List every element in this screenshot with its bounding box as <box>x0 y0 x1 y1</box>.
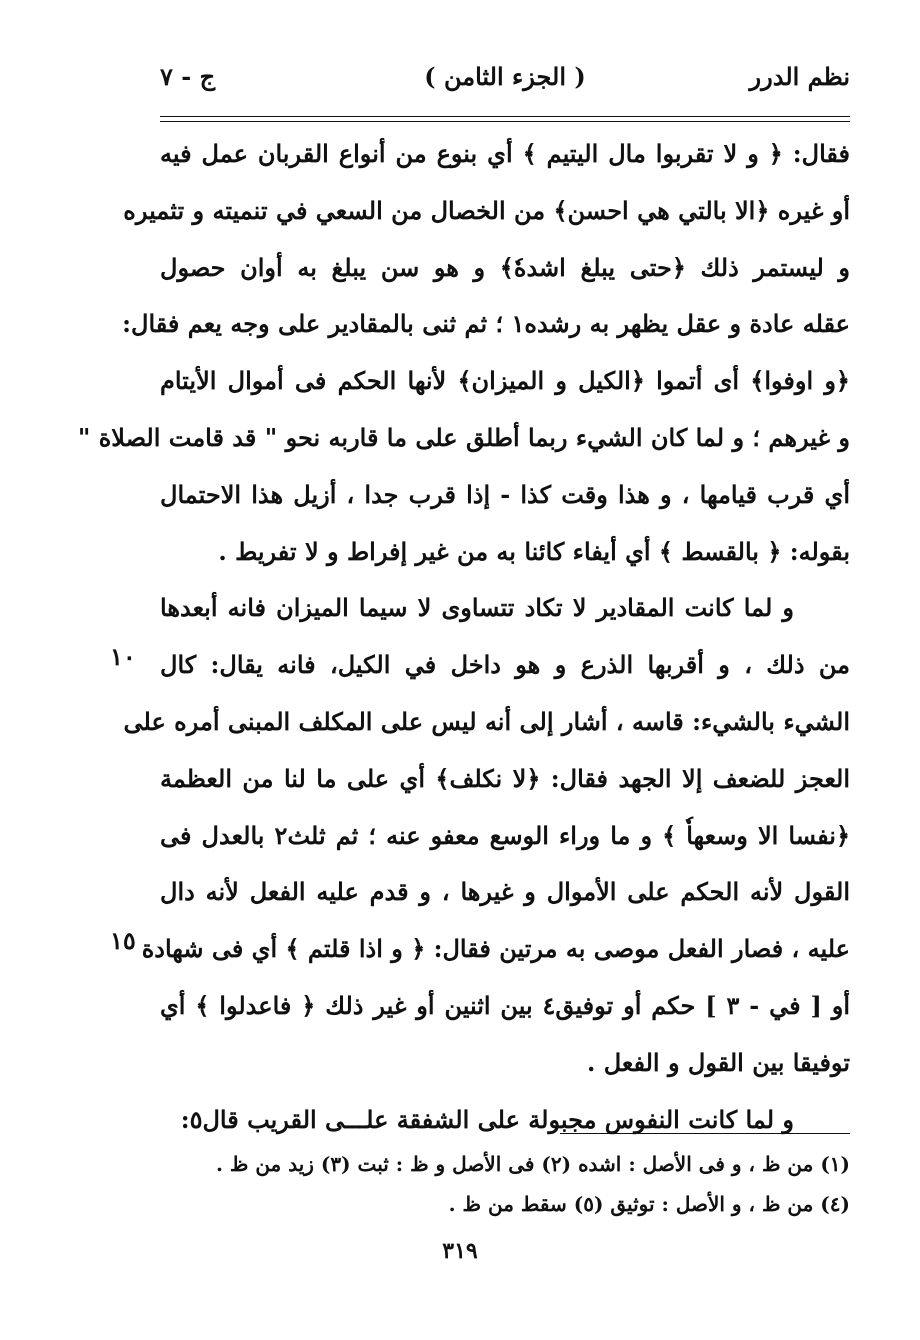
footnote-line: (٤) من ظ ، و الأصل : توثيق (٥) سقط من ظ . <box>448 1192 850 1216</box>
text-line: عليه ، فصار الفعل موصى به مرتين فقال: ﴿ و اذا قلتم ﴾ أي فى شهادة <box>141 934 850 964</box>
text-line: أو [ في - ٣ ] حكم أو توفيق٤ بين اثنين أو غير ذلك ﴿ فاعدلوا ﴾ أي <box>160 990 851 1020</box>
running-header <box>160 62 850 102</box>
text-line: من ذلك ، و أقربها الذرع و هو داخل في الكيل، فانه يقال: كال <box>160 650 850 680</box>
header-rule-top <box>160 116 850 117</box>
text-line: العجز للضعف إلا الجهد فقال: ﴿لا نكلف﴾ أي على ما لنا من العظمة <box>160 763 850 793</box>
header-rule-bottom <box>160 121 850 122</box>
text-line: عقله عادة و عقل يظهر به رشده١ ؛ ثم ثنى بالمقادير على وجه يعم فقال: <box>122 309 850 339</box>
text-line: أي قرب قيامها ، و هذا وقت كذا - إذا قرب جدا ، أزيل هذا الاحتمال <box>160 479 850 509</box>
text-line: ﴿و اوفوا﴾ أى أتموا ﴿الكيل و الميزان﴾ لأنها الحكم فى أموال الأيتام <box>160 366 850 396</box>
text-line: فقال: ﴿ و لا تقربوا مال اليتيم ﴾ أي بنوع من أنواع القربان عمل فيه <box>160 139 850 168</box>
chapter-reference: ج - ٧ <box>160 62 216 91</box>
line-number-10: ١٠ <box>110 642 136 671</box>
page-number: ٣١٩ <box>442 1238 478 1264</box>
text-line: توفيقا بين القول و الفعل . <box>587 1047 850 1077</box>
line-number-15: ١٥ <box>110 926 136 955</box>
footnotes <box>160 1144 850 1224</box>
footnote-rule <box>560 1133 850 1134</box>
text-line: أو غيره ﴿الا بالتي هي احسن﴾ من الخصال من السعي في تنميته و تثميره <box>123 195 850 225</box>
text-line: و لما كانت المقادير لا تكاد تتساوى لا سيما الميزان فانه أبعدها <box>160 593 794 623</box>
book-title: نظم الدرر <box>749 62 850 91</box>
footnote-line: (١) من ظ ، و فى الأصل : اشده (٢) فى الأصل و ظ : ثبت (٣) زيد من ظ . <box>215 1152 850 1176</box>
text-line: الشيء بالشيء: قاسه ، أشار إلى أنه ليس على المكلف المبنى أمره على <box>123 706 850 736</box>
text-line: القول لأنه الحكم على الأموال و غيرها ، و قدم عليه الفعل لأنه دال <box>160 877 850 907</box>
text-line: و ليستمر ذلك ﴿حتى يبلغ اشدهٗ﴾ و هو سن يبلغ به أوان حصول <box>160 252 850 282</box>
part-label: ( الجزء الثامن ) <box>424 62 586 91</box>
text-line: و لما كانت النفوس مجبولة على الشفقة علـــى القريب قال٥: <box>180 1104 794 1134</box>
text-line: بقوله: ﴿ بالقسط ﴾ أي أيفاء كائنا به من غير إفراط و لا تفريط . <box>218 536 850 566</box>
text-line: و غيرهم ؛ و لما كان الشيء ربما أطلق على ما قاربه نحو " قد قامت الصلاة " <box>77 422 850 452</box>
text-line: ﴿نفسا الا وسعهاٗ ﴾ و ما وراء الوسع معفو عنه ؛ ثم ثلث٢ بالعدل فى <box>160 820 851 850</box>
